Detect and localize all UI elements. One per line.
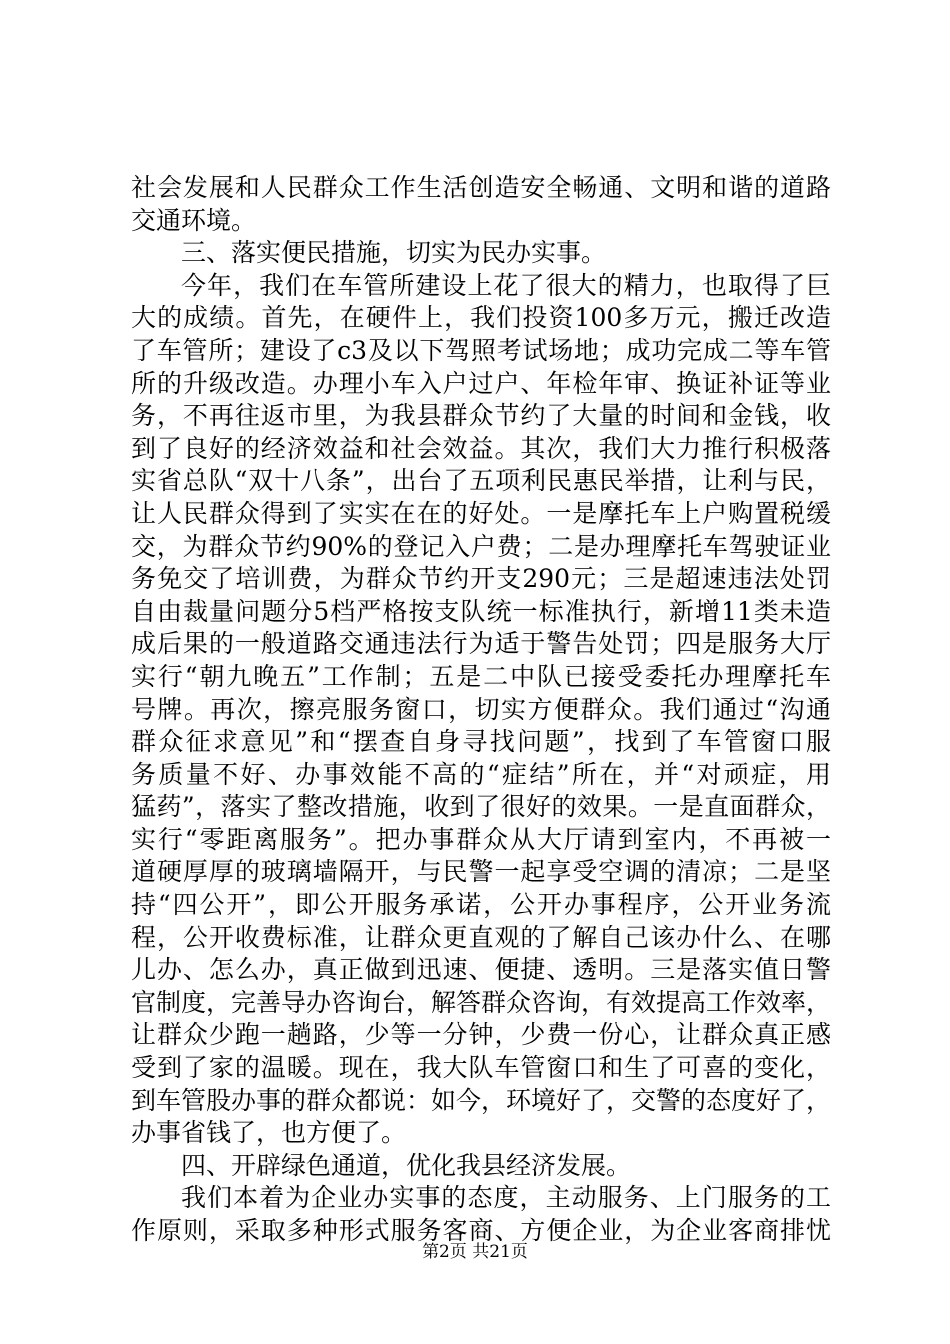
text-line: 交通环境。 [131,205,257,235]
text-line: 成后果的一般道路交通违法行为适于警告处罚；四是服务大厅 [131,629,831,659]
text-line: 今年，我们在车管所建设上花了很大的精力，也取得了巨 [181,270,831,300]
text-line: 四、开辟绿色通道，优化我县经济发展。 [181,1150,632,1180]
text-line: 务，不再往返市里，为我县群众节约了大量的时间和金钱，收 [131,401,831,431]
text-line: 所的升级改造。办理小车入户过户、年检年审、换证补证等业 [131,368,831,398]
text-line: 猛药”，落实了整改措施，收到了很好的效果。一是直面群众， [131,792,831,822]
text-line: 实省总队“双十八条”，出台了五项利民惠民举措，让利与民， [131,466,831,496]
text-line: 实行“零距离服务”。把办事群众从大厅请到室内，不再被一 [131,824,831,854]
text-line: 程，公开收费标准，让群众更直观的了解自己该办什么、在哪 [131,922,831,952]
text-line: 群众征求意见”和“摆查自身寻找问题”，找到了车管窗口服 [131,727,831,757]
text-line: 三、落实便民措施，切实为民办实事。 [181,238,607,268]
text-line: 我们本着为企业办实事的态度，主动服务、上门服务的工 [181,1183,831,1213]
text-line: 让人民群众得到了实实在在的好处。一是摩托车上户购置税缓 [131,498,831,528]
text-line: 社会发展和人民群众工作生活创造安全畅通、文明和谐的道路 [131,173,831,202]
text-line: 到车管股办事的群众都说：如今，环境好了，交警的态度好了， [131,1085,831,1115]
text-line: 大的成绩。首先，在硬件上，我们投资100多万元，搬迁改造 [131,303,831,333]
text-line: 作原则，采取多种形式服务客商、方便企业，为企业客商排忧 [131,1216,831,1245]
text-line: 交，为群众节约90%的登记入户费；二是办理摩托车驾驶证业 [131,531,831,561]
text-line: 实行“朝九晚五”工作制；五是二中队已接受委托办理摩托车 [131,661,831,691]
text-line: 务免交了培训费，为群众节约开支290元；三是超速违法处罚 [131,564,831,594]
text-line: 道硬厚厚的玻璃墙隔开，与民警一起享受空调的清凉；二是坚 [131,857,831,887]
page-number-footer: 第2页 共21页 [422,1242,528,1262]
text-line: 了车管所；建设了c3及以下驾照考试场地；成功完成二等车管 [131,335,831,365]
text-line: 号牌。再次，擦亮服务窗口，切实方便群众。我们通过“沟通 [131,694,831,724]
text-line: 自由裁量问题分5档严格按支队统一标准执行，新增11类未造 [131,596,831,626]
text-line: 持“四公开”，即公开服务承诺，公开办事程序，公开业务流 [131,890,831,920]
text-line: 让群众少跑一趟路，少等一分钟，少费一份心，让群众真正感 [131,1020,831,1050]
text-line: 受到了家的温暖。现在，我大队车管窗口和生了可喜的变化， [131,1053,831,1083]
text-line: 务质量不好、办事效能不高的“症结”所在，并“对顽症，用 [131,759,831,789]
text-line: 办事省钱了，也方便了。 [131,1118,407,1148]
text-line: 儿办、怎么办，真正做到迅速、便捷、透明。三是落实值日警 [131,955,831,985]
text-line: 到了良好的经济效益和社会效益。其次，我们大力推行积极落 [131,433,831,463]
document-body [131,172,831,1248]
text-line: 官制度，完善导办咨询台，解答群众咨询，有效提高工作效率， [131,987,831,1017]
